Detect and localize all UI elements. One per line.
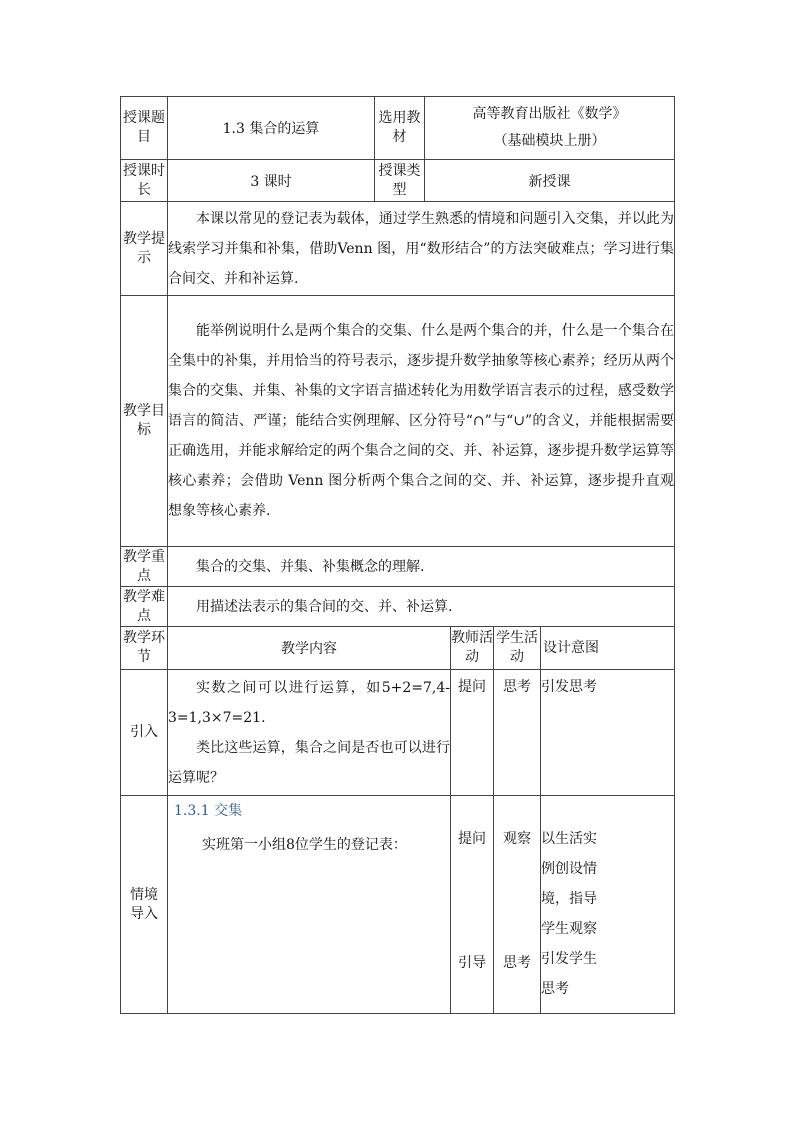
- header-stage: 教学环节: [121, 627, 168, 670]
- situation-stage: [121, 796, 168, 1014]
- header-design-text: 设计意图: [543, 639, 599, 656]
- row-difficulties: [121, 587, 675, 627]
- title-label: 授课题目: [121, 97, 168, 160]
- type-value: 新授课: [425, 160, 675, 202]
- title-value: 1.3 集合的运算: [168, 97, 375, 160]
- tips-text: 本课以常见的登记表为载体，通过学生熟悉的情境和问题引入交集，并以此为线索学习并集和补集，借助Venn 图，用“数形结合”的方法突破难点；学习进行集合间交、并和补运算.: [168, 202, 675, 296]
- lesson-plan-table: [120, 96, 675, 1014]
- tips-label: 教学提示: [121, 202, 168, 296]
- header-teacher: 教师活动: [451, 627, 494, 670]
- intro-teacher: 提问: [451, 670, 494, 796]
- row-header: [121, 627, 675, 670]
- textbook-label: 选用教材: [375, 97, 425, 160]
- situation-design: [541, 796, 675, 1014]
- row-duration: [121, 160, 675, 202]
- situation-teacher-1: 提问: [458, 831, 486, 847]
- situation-stage-text: 情境导入: [130, 886, 158, 922]
- header-content: 教学内容: [168, 627, 451, 670]
- difficulties-label: 教学难点: [121, 587, 168, 627]
- duration-value: 3 课时: [168, 160, 375, 202]
- intro-content: [168, 670, 451, 796]
- situation-design-text: 以生活实例创设情境，指导学生观察引发学生思考: [541, 831, 597, 997]
- situation-student: [494, 796, 541, 1014]
- situation-teacher-2: 引导: [458, 955, 486, 971]
- row-intro: [121, 670, 675, 796]
- type-label: 授课类型: [375, 160, 425, 202]
- goals-label: 教学目标: [121, 296, 168, 547]
- situation-student-1: 观察: [503, 831, 531, 847]
- goals-text: 能举例说明什么是两个集合的交集、什么是两个集合的并，什么是一个集合在全集中的补集，并用恰当的符号表示，逐步提升数学抽象等核心素养；经历从两个集合的交集、并集、补集的文字语言描述转化为用数学语言表示的过程，感受数学语言的简洁、严谨；能结合实例理解、区分符号“∩”与“∪”的含义，并能根据需要正确选用，并能求解给定的两个集合之间的交、并、补运算，逐步提升数学运算等核心素养；会借助 Venn 图分析两个集合之间的交、并、补运算，逐步提升直观想象等核心素养.: [168, 296, 675, 547]
- situation-teacher: [451, 796, 494, 1014]
- row-situation: [121, 796, 675, 1014]
- row-goals: [121, 296, 675, 547]
- section-title: 1.3.1 交集: [174, 803, 243, 819]
- intro-paragraph-1: 实数之间可以进行运算，如5+2=7,4-3=1,3×7=21.: [168, 679, 450, 726]
- textbook-line1: 高等教育出版社《数学》: [472, 106, 627, 122]
- textbook-line2: （基础模块上册）: [493, 133, 606, 149]
- situation-student-2: 思考: [503, 955, 531, 971]
- situation-content: [168, 796, 451, 1014]
- intro-student: 思考: [494, 670, 541, 796]
- intro-paragraph-2: 类比这些运算，集合之间是否也可以进行运算呢？: [168, 739, 450, 786]
- header-student: 学生活动: [494, 627, 541, 670]
- intro-design: 引发思考: [541, 670, 675, 796]
- situation-paragraph-1: 实班第一小组8位学生的登记表：: [202, 837, 407, 853]
- textbook-value: [425, 97, 675, 160]
- duration-label: 授课时长: [121, 160, 168, 202]
- row-key-points: [121, 547, 675, 587]
- key-points-text: 集合的交集、并集、补集概念的理解.: [168, 547, 675, 587]
- difficulties-text: 用描述法表示的集合间的交、并、补运算.: [168, 587, 675, 627]
- key-points-label: 教学重点: [121, 547, 168, 587]
- intro-stage: 引入: [121, 670, 168, 796]
- header-design: [541, 627, 675, 670]
- row-title: [121, 97, 675, 160]
- row-tips: [121, 202, 675, 296]
